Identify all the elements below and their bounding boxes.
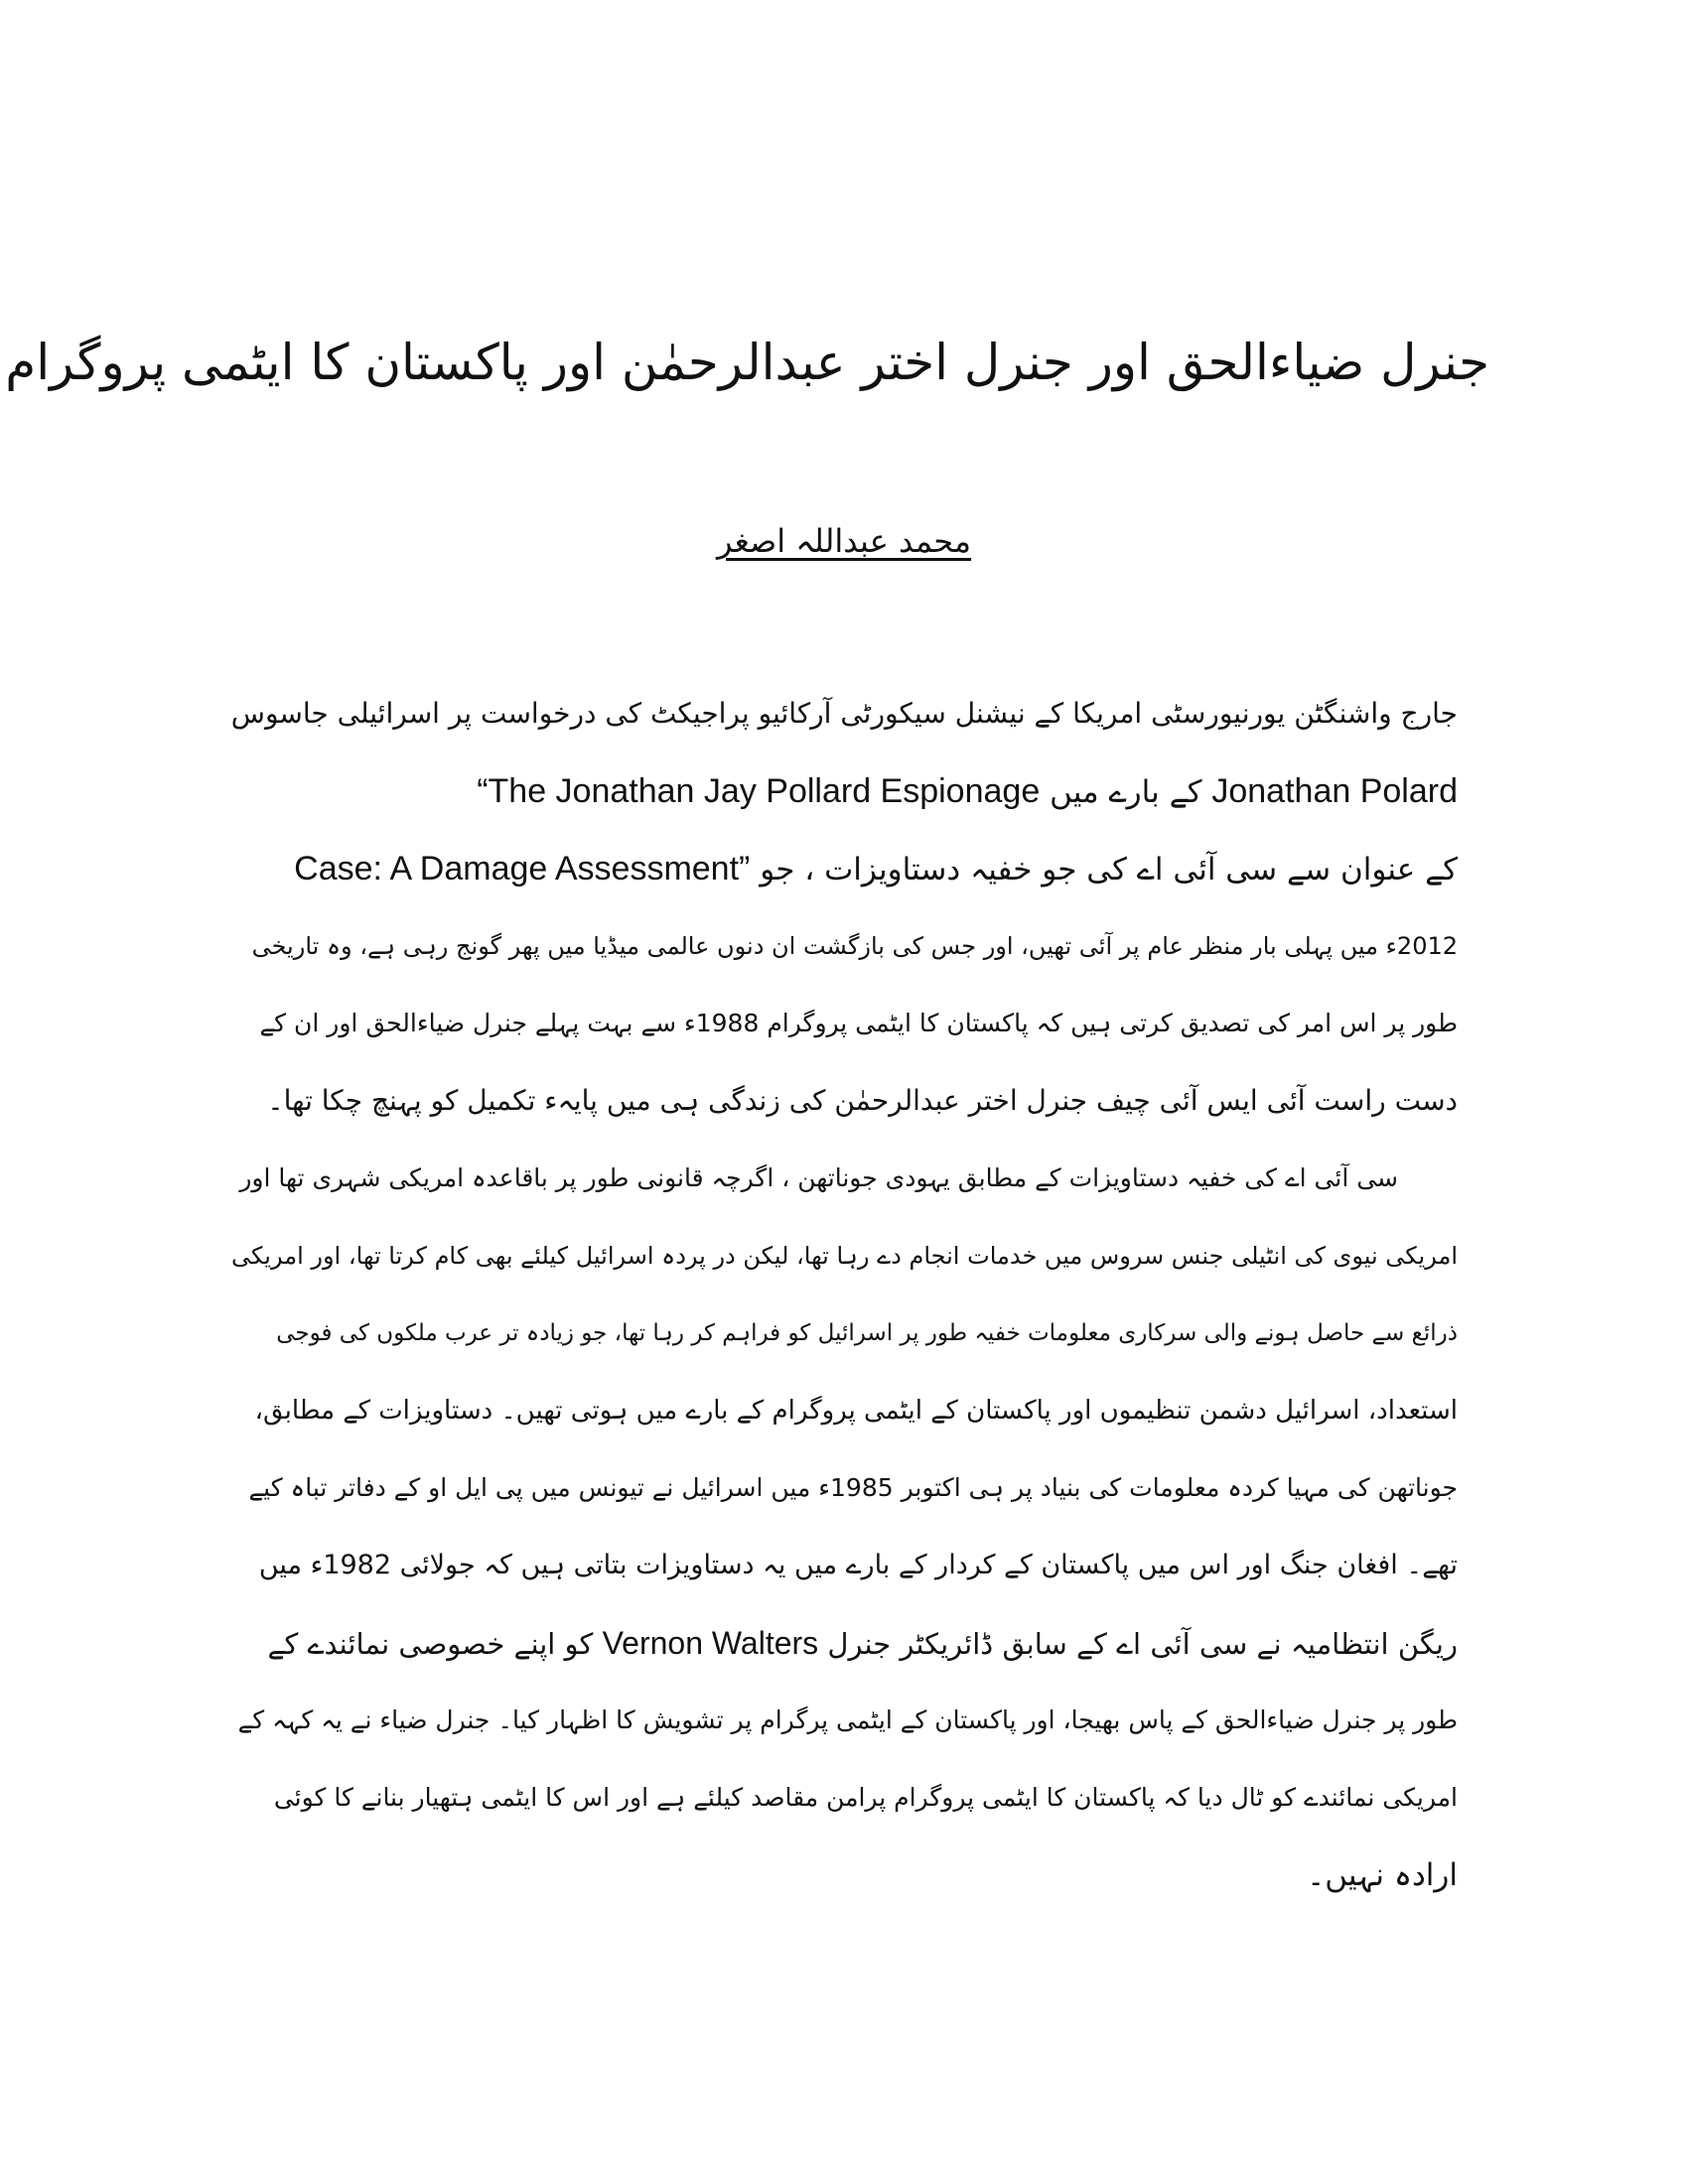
paragraph-2-line-9: امریکی نمائندے کو ٹال دیا کہ پاکستان کا ایٹمی پروگرام پرامن مقاصد کیلئے ہے اور اس کا ایٹمی ہتھیار بنانے کا کوئی (273, 1783, 1458, 1812)
paragraph-2-line-8: طور پر جنرل ضیاءالحق کے پاس بھیجا، اور پاکستان کے ایٹمی پرگرام پر تشویش کا اظہار کیا۔ جنرل ضیاء نے یہ کہہ کے (237, 1706, 1458, 1734)
english-phrase-jonathan-polard: Jonathan Polard (1211, 772, 1458, 810)
paragraph-1-line-4: 2012ء میں پہلی بار منظر عام پر آئی تھیں، اور جس کی بازگشت ان دنوں عالمی میڈیا میں پھر گونج رہی ہے، وہ تاریخی (251, 932, 1458, 960)
paragraph-1-line-3 (230, 830, 1458, 907)
paragraph-2-line-1: سی آئی اے کی خفیہ دستاویزات کے مطابق یہودی جوناتھن ، اگرچہ قانونی طور پر باقاعدہ امریکی شہری تھا اور (239, 1163, 1398, 1192)
paragraph-2-line-5: جوناتھن کی مہیا کردہ معلومات کی بنیاد پر ہی اکتوبر 1985ء میں اسرائیل نے تیونس میں پی ایل او کے دفاتر تباہ کیے (248, 1473, 1458, 1502)
paragraph-2-line-3: ذرائع سے حاصل ہونے والی سرکاری معلومات خفیہ طور پر اسرائیل کو فراہم کر رہا تھا، جو زیادہ تر عرب ملکوں کی فوجی (276, 1320, 1458, 1346)
paragraph-1-line-1: جارج واشنگٹن یورنیورسٹی امریکا کے نیشنل سیکورٹی آرکائیو پراجیکٹ کی درخواست پر اسرائیلی جاسوس (230, 697, 1458, 730)
author-byline (496, 516, 1192, 566)
article-body (230, 675, 1458, 1914)
paragraph-1-line-6: دست راست آئی ایس آئی چیف جنرل اختر عبدالرحمٰن کی زندگی ہی میں پایہء تکمیل کو پہنچ چکا تھا۔ (267, 1084, 1458, 1117)
urdu-phrase: کے عنوان سے سی آئی اے کی جو خفیہ دستاویزات ، جو (760, 852, 1458, 887)
english-phrase-vernon-walters: Vernon Walters (602, 1625, 819, 1661)
author-name: محمد عبداللہ اصغر (716, 522, 972, 560)
english-phrase-report-title-part1: “The Jonathan Jay Pollard Espionage (477, 772, 1041, 810)
paragraph-2-line-2: امریکی نیوی کی انٹیلی جنس سروس میں خدمات انجام دے رہا تھا، لیکن در پردہ اسرائیل کیلئے بھی کام کرتا تھا، اور امریکی (231, 1242, 1458, 1270)
paragraph-2-line-7 (230, 1604, 1458, 1682)
urdu-phrase: کے بارے میں (1050, 774, 1202, 810)
paragraph-1-line-5: طور پر اس امر کی تصدیق کرتی ہیں کہ پاکستان کا ایٹمی پروگرام 1988ء سے بہت پہلے جنرل ضیاءالحق اور ان کے (259, 1009, 1458, 1037)
paragraph-1-line-2 (230, 752, 1458, 830)
english-phrase-report-title-part2: Case: A Damage Assessment” (294, 850, 751, 887)
paragraph-2-line-4: استعداد، اسرائیل دشمن تنظیموں اور پاکستان کے ایٹمی پروگرام کے بارے میں ہوتی تھیں۔ دستاویزات کے مطابق، (254, 1396, 1458, 1426)
paragraph-2-line-10: ارادہ نہیں۔ (1307, 1857, 1458, 1893)
urdu-phrase: کو اپنے خصوصی نمائندے کے (267, 1627, 594, 1661)
urdu-phrase: ریگن انتظامیہ نے سی آئی اے کے سابق ڈائریکٹر جنرل (827, 1627, 1458, 1661)
paragraph-2-line-6: تھے۔ افغان جنگ اور اس میں پاکستان کے کردار کے بارے میں یہ دستاویزات بتاتی ہیں کہ جولائی 1982ء میں (258, 1550, 1458, 1580)
document-title: جنرل ضیاءالحق اور جنرل اختر عبدالرحمٰن اور پاکستان کا ایٹمی پروگرام (5, 334, 1489, 391)
